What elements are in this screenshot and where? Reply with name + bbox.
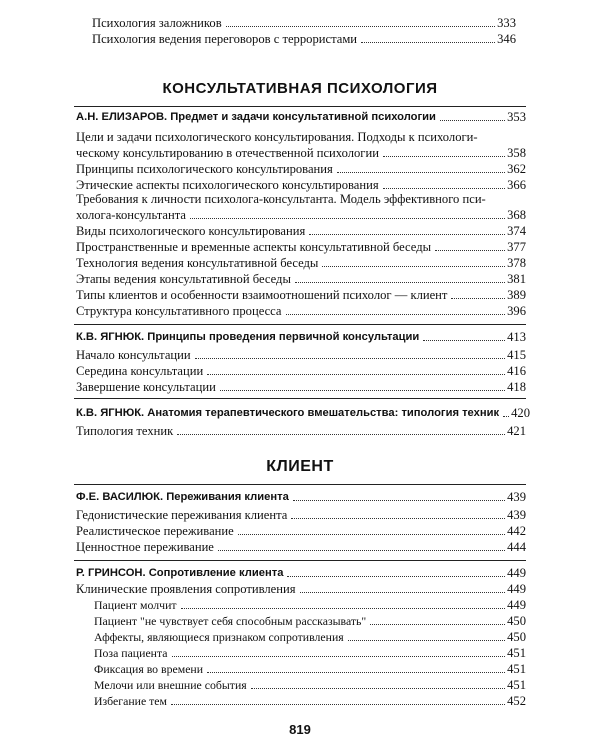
toc-entry [0,144,600,160]
entry-page: 451 [507,646,526,660]
entry-title: Клинические проявления сопротивления [76,582,296,596]
toc-entry [0,362,600,378]
leader-dots [220,390,505,391]
entry-page: 368 [507,208,526,222]
toc-subentry [0,644,600,660]
leader-dots [383,188,505,189]
author-entry [0,488,600,504]
toc-entry [0,302,600,318]
entry-title: Психология заложников [92,16,222,30]
toc-subentry [0,676,600,692]
entry-page: 450 [507,630,526,644]
section-heading: КОНСУЛЬТАТИВНАЯ ПСИХОЛОГИЯ [162,80,438,97]
leader-dots [177,434,505,435]
entry-title: Р. ГРИНСОН. Сопротивление клиента [76,567,284,579]
leader-dots [226,26,495,27]
leader-dots [322,266,505,267]
entry-title: Гедонистические переживания клиента [76,508,288,522]
divider [74,106,526,107]
entry-title: Ф.Е. ВАСИЛЮК. Переживания клиента [76,491,289,503]
entry-title: Типология техник [76,424,174,438]
entry-page: 333 [497,16,516,30]
entry-page: 450 [507,614,526,628]
toc-subentry [0,612,600,628]
entry-title: Поза пациента [94,646,168,660]
toc-entry [0,176,600,192]
entry-title: Пациент молчит [94,598,177,612]
toc-entry [0,254,600,270]
entry-title-continuation: холога-консультанта [76,208,186,222]
toc-subentry [0,660,600,676]
toc-entry [0,30,600,46]
toc-entry [0,238,600,254]
leader-dots [451,298,505,299]
entry-page: 346 [497,32,516,46]
toc-entry [0,506,600,522]
entry-page: 451 [507,678,526,692]
leader-dots [503,416,509,417]
entry-title: Избегание тем [94,694,168,708]
entry-page: 413 [507,330,526,344]
entry-title: Этапы ведения консультативной беседы [76,272,291,286]
entry-title: Фиксация во времени [94,662,204,676]
entry-page: 439 [507,508,526,522]
leader-dots [440,120,505,121]
leader-dots [383,156,505,157]
entry-title: Типы клиентов и особенности взаимоотношений психолог — клиент [76,288,448,302]
leader-dots [300,592,506,593]
toc-entry [0,580,600,596]
toc-entry [0,160,600,176]
leader-dots [207,672,505,673]
toc-entry [0,378,600,394]
entry-page: 449 [507,566,526,580]
entry-title-continuation: ческому консультированию в отечественной психологии [76,146,379,160]
toc-entry [0,346,600,362]
entry-page: 449 [507,582,526,596]
leader-dots [171,704,505,705]
entry-page: 381 [507,272,526,286]
leader-dots [361,42,495,43]
author-entry [0,564,600,580]
leader-dots [423,340,505,341]
entry-page: 353 [507,110,526,124]
entry-title-line: Требования к личности психолога-консультанта. Модель эффективного пси- [76,192,486,206]
entry-page: 418 [507,380,526,394]
entry-page: 396 [507,304,526,318]
leader-dots [309,234,505,235]
entry-page: 415 [507,348,526,362]
entry-page: 366 [507,178,526,192]
author-entry [0,328,600,344]
entry-title: Аффекты, являющиеся признаком сопротивления [94,630,344,644]
entry-title: Завершение консультации [76,380,216,394]
entry-page: 416 [507,364,526,378]
toc-entry [0,222,600,238]
entry-page: 451 [507,662,526,676]
leader-dots [286,314,506,315]
entry-page: 377 [507,240,526,254]
toc-entry [0,270,600,286]
entry-title: Принципы психологического консультирования [76,162,333,176]
entry-page: 420 [511,406,530,420]
entry-title: Реалистическое переживание [76,524,234,538]
entry-title: Ценностное переживание [76,540,214,554]
leader-dots [181,608,506,609]
entry-title: Виды психологического консультирования [76,224,306,238]
entry-page: 444 [507,540,526,554]
leader-dots [251,688,505,689]
entry-page: 389 [507,288,526,302]
leader-dots [172,656,506,657]
entry-title: Начало консультации [76,348,191,362]
entry-page: 442 [507,524,526,538]
entry-title: К.В. ЯГНЮК. Анатомия терапевтического вмешательства: типология техник [76,407,500,419]
divider [74,560,526,561]
toc-entry [0,538,600,554]
entry-title: Середина консультации [76,364,204,378]
entry-title: Структура консультативного процесса [76,304,282,318]
page-number: 819 [289,722,311,737]
leader-dots [287,576,505,577]
divider [74,324,526,325]
entry-title: А.Н. ЕЛИЗАРОВ. Предмет и задачи консультативной психологии [76,111,436,123]
leader-dots [238,534,505,535]
leader-dots [218,550,505,551]
divider [74,398,526,399]
entry-page: 439 [507,490,526,504]
leader-dots [207,374,505,375]
author-entry [0,108,600,124]
divider [74,484,526,485]
entry-title: Пациент "не чувствует себя способным рассказывать" [94,614,367,628]
leader-dots [435,250,505,251]
leader-dots [293,500,505,501]
toc-entry [0,286,600,302]
entry-page: 362 [507,162,526,176]
leader-dots [337,172,505,173]
toc-subentry [0,692,600,708]
entry-page: 374 [507,224,526,238]
entry-page: 378 [507,256,526,270]
entry-title: Этические аспекты психологического консультирования [76,178,379,192]
leader-dots [370,624,505,625]
leader-dots [291,518,505,519]
entry-title: Пространственные и временные аспекты консультативной беседы [76,240,432,254]
toc-entry [0,422,600,438]
entry-title: Мелочи или внешние события [94,678,247,692]
leader-dots [195,358,505,359]
toc-subentry [0,596,600,612]
section-heading: КЛИЕНТ [266,458,334,475]
toc-subentry [0,628,600,644]
entry-title: К.В. ЯГНЮК. Принципы проведения первичной консультации [76,331,420,343]
toc-entry [0,206,600,222]
entry-page: 358 [507,146,526,160]
author-entry [0,404,600,420]
leader-dots [295,282,505,283]
entry-page: 421 [507,424,526,438]
entry-title: Технология ведения консультативной беседы [76,256,319,270]
toc-entry [0,522,600,538]
leader-dots [348,640,505,641]
leader-dots [190,218,505,219]
entry-title: Психология ведения переговоров с террористами [92,32,358,46]
entry-title-line: Цели и задачи психологического консультирования. Подходы к психологи- [76,130,478,144]
toc-entry [0,14,600,30]
entry-page: 449 [507,598,526,612]
entry-page: 452 [507,694,526,708]
